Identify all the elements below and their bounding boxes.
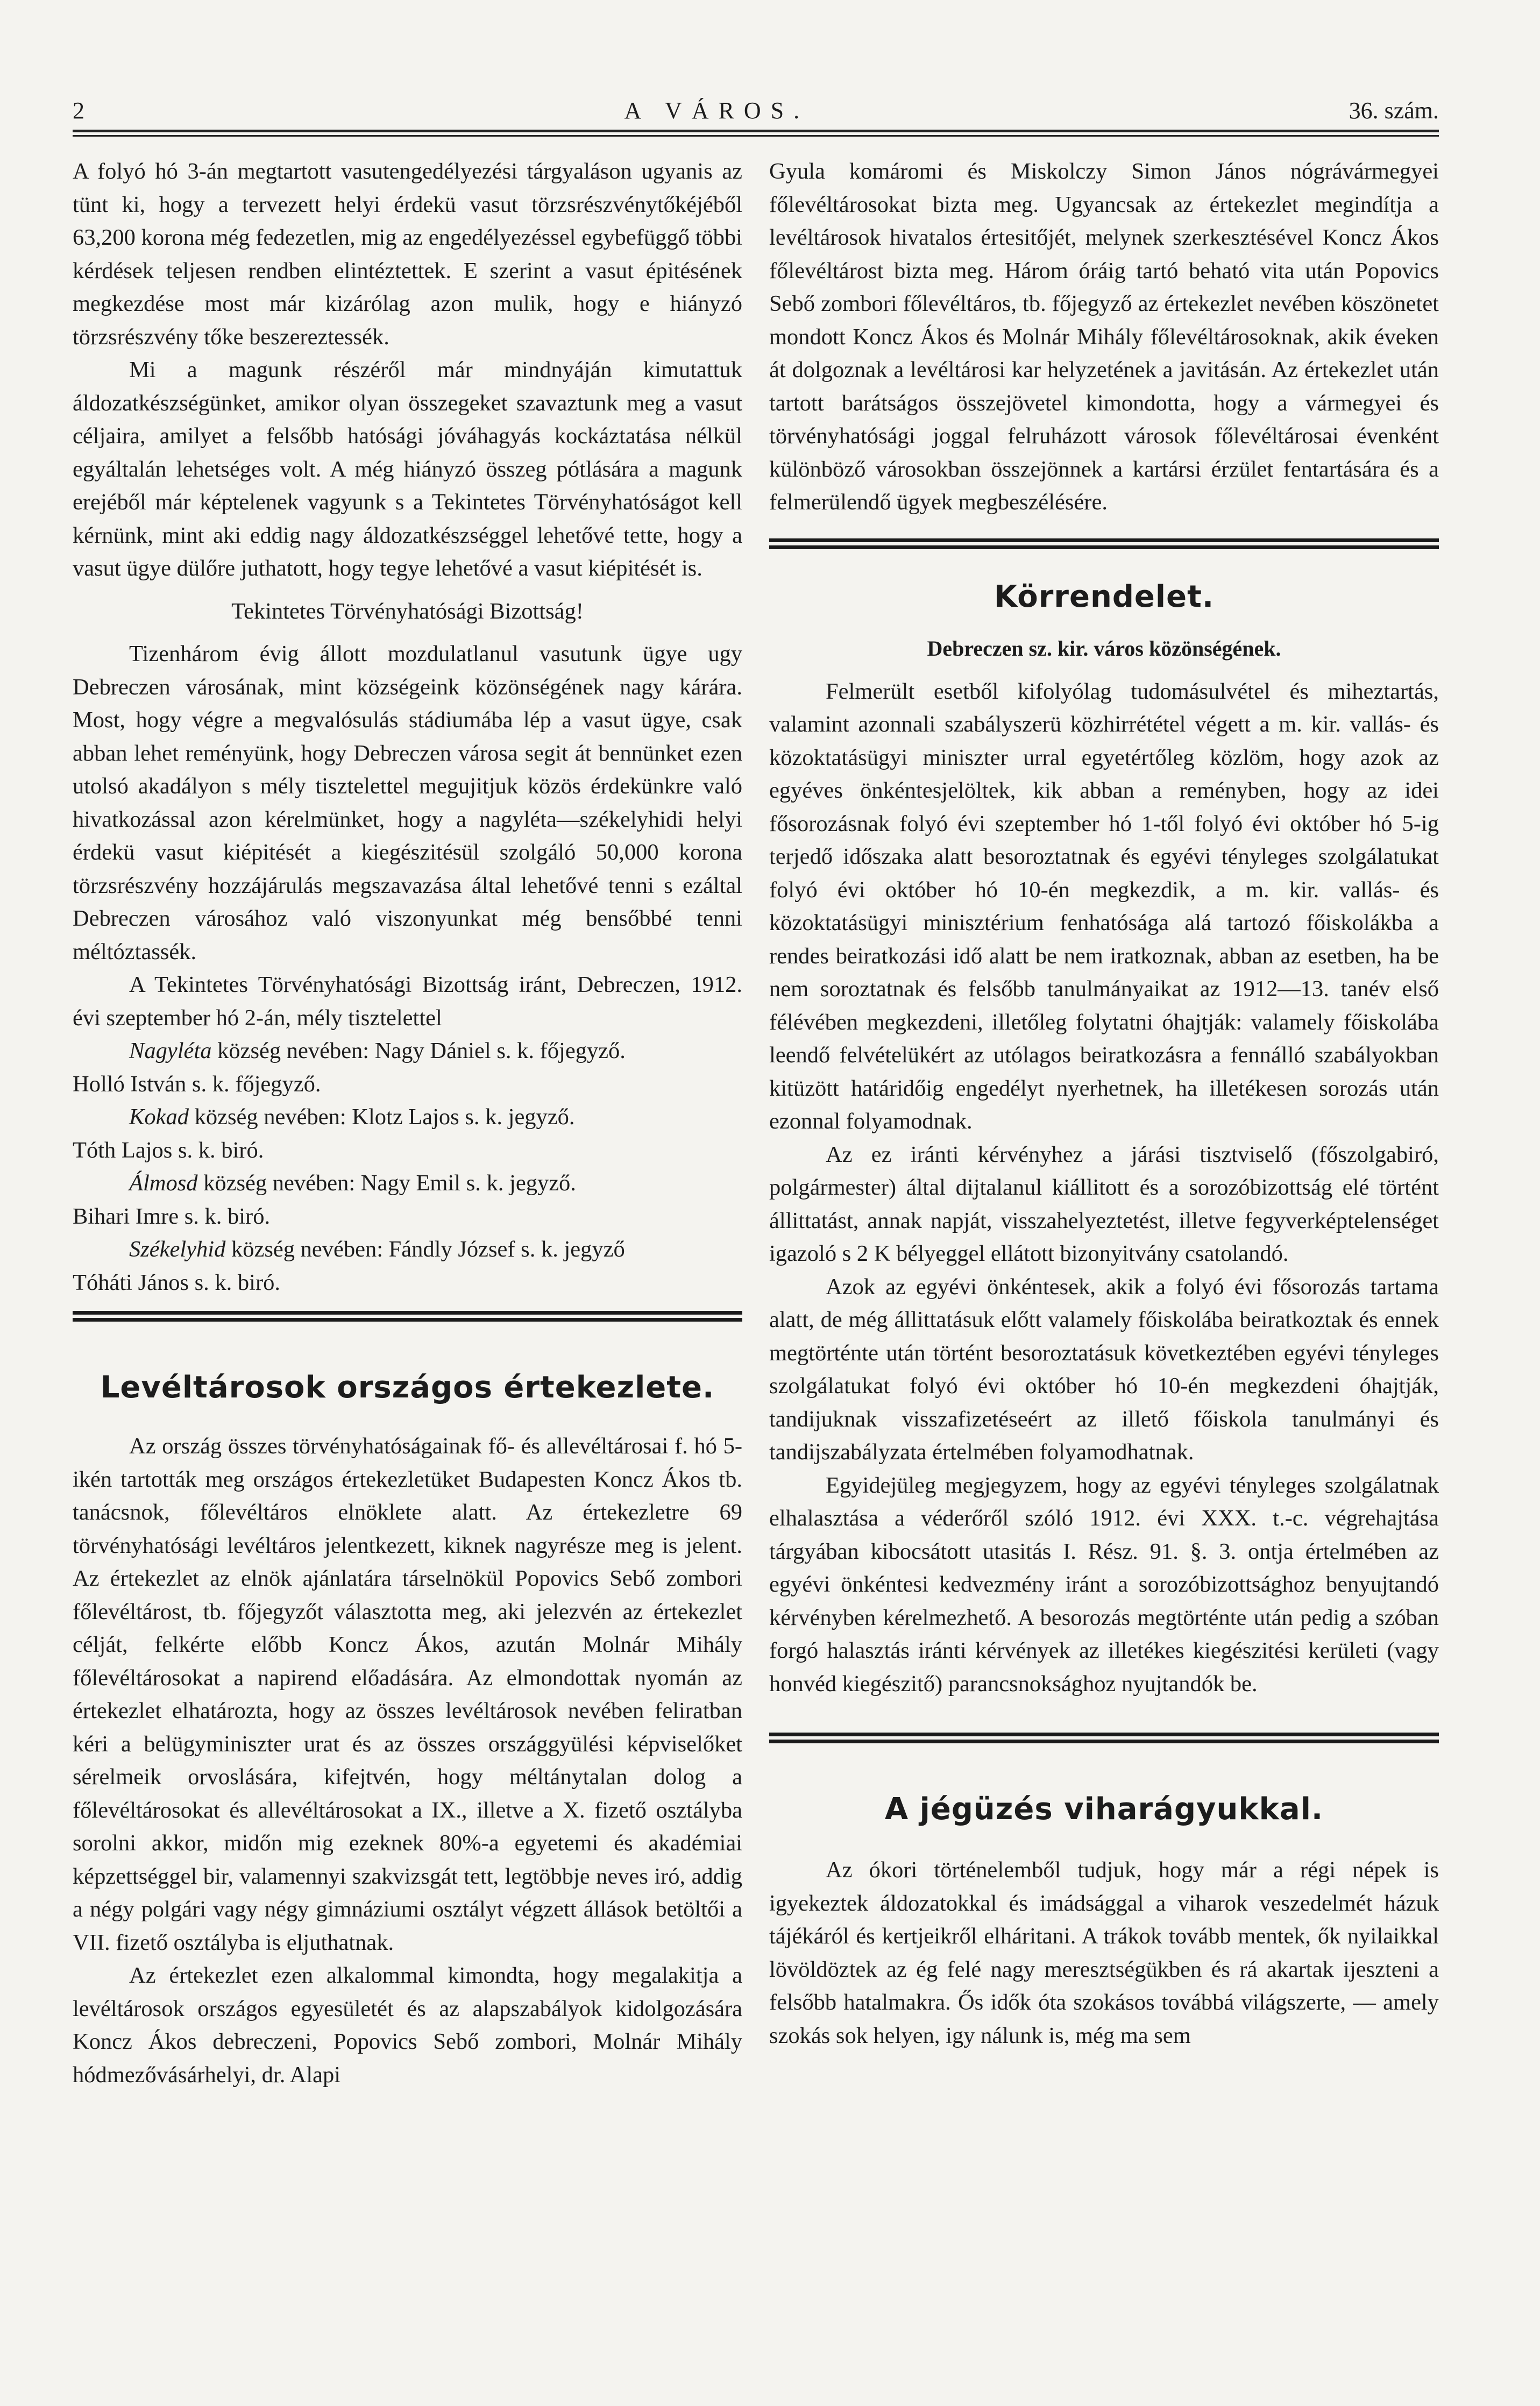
- paragraph: Tizenhárom évig állott mozdulatlanul vasutunk ügye ugy Debreczen városának, mint községeink közönségének nagy kárára. Most, hogy végre a megvalósulás stádiumába lép a vasut ügye, csak abban lehet reményünk, hogy Debreczen városa segit át bennünket ezen utolsó akadályon s mély tisztelettel megujitjuk közös érdekünkre való hivatkozással azon kérelmünket, hogy a nagyléta—székelyhidi helyi érdekü vasut kiépitését a kiegészitésül szolgáló 50,000 korona törzsrészvény hozzájárulás megszavazása által lehetővé tenni s ezáltal Debreczen városához való viszonyunkat még bensőbbé tenni méltóztassék.: [73, 641, 742, 964]
- right-column: [769, 155, 1439, 2091]
- signature-text: község nevében: Klotz Lajos s. k. jegyző.: [188, 1104, 575, 1130]
- village-name: Kokad: [129, 1104, 189, 1130]
- paragraph: A folyó hó 3-án megtartott vasutengedélyezési tárgyaláson ugyanis az tünt ki, hogy a tervezett helyi érdekü vasut törzsrészvénytőkéjéből 63,200 korona még fedezetlen, mig az engedélyezéssel egybefüggő többi kérdések teljesen rendben elintéztettek. E szerint a vasut épitésének megkezdése most már kizárólag azon mulik, hogy e hiányzó törzsrészvény tőke beszereztessék.: [73, 159, 742, 350]
- paragraph: Felmerült esetből kifolyólag tudomásulvétel és miheztartás, valamint azonnali szabályszerü közhirrététel végett a m. kir. vallás- és közoktatásügyi miniszter urral egyetértőleg közlöm, hogy azok az egyéves önkéntesjelöltek, kik abban a reményben, hogy az idei fősorozásnak folyó évi szeptember hó 1-től folyó évi október hó 5-ig terjedő időszaka alatt besoroztatnak és egyévi tényleges szolgálatukat folyó évi október hó 10-én megkezdik, a m. kir. vallás- és közoktatásügyi minisztérium fenhatósága alá tartozó főiskolákba a rendes beiratkozási idő alatt be nem iratkoznak, abban az esetben, ha be nem soroztatnak és felsőbb tanulmányaikat az 1912—13. tanév első félévében megkezdeni, illetőleg folytatni óhajtják: valamely főiskolába leendő felvételükért az utólagos beiratkozásra a fennálló szabályokban kitüzött határidőig engedélyt nyerhetnek, ha illetékesen sorozás után ezonnal folyamodnak.: [769, 678, 1439, 1134]
- article-subheading: Debreczen sz. kir. város közönségének.: [927, 636, 1281, 661]
- village-name: Álmosd: [129, 1170, 198, 1196]
- signature-line: [73, 1101, 742, 1134]
- header-rule: [73, 130, 1439, 137]
- article-heading: Körrendelet.: [993, 579, 1215, 614]
- salutation: Tekintetes Törvényhatósági Bizottság!: [231, 598, 584, 624]
- publication-title: A VÁROS.: [624, 97, 810, 124]
- columns: [73, 155, 1439, 2091]
- signature-line: Bihari Imre s. k. biró.: [73, 1203, 271, 1229]
- paragraph: Azok az egyévi önkéntesek, akik a folyó évi fősorozás tartama alatt, de még állittatásuk előtt valamely főiskolába beiratkoztak és ennek megtörténte után történt besoroztatásuk következtében egyévi tényleges szolgálatukat folyó évi október hó 10-én megkezdeni óhajtják, tandijuknak visszafizetéseért az illető főiskola tanulmányi és tandijszabályzata értelmében folyamodhatnak.: [769, 1274, 1439, 1465]
- article-heading: Levéltárosok országos értekezlete.: [100, 1370, 715, 1405]
- signature-line: Holló István s. k. főjegyző.: [73, 1071, 321, 1097]
- signature-line: [73, 1034, 742, 1068]
- running-head: [73, 94, 1439, 124]
- section-divider: [769, 538, 1439, 549]
- paragraph: Az ország összes törvényhatóságainak fő- és allevéltárosai f. hó 5-ikén tartották meg országos értekezletüket Budapesten Koncz Ákos tb. tanácsnok, főlevéltáros elnöklete alatt. Az értekezletre 69 törvényhatósági levéltáros jelentkezett, kiknek nagyrésze meg is jelent. Az értekezlet az elnök ajánlatára társelnökül Popovics Sebő zombori főlevéltárost, tb. főjegyzőt választotta meg, aki jelezvén az értekezlet célját, felkérte előbb Koncz Ákos, azután Molnár Mihály főlevéltárosokat a napirend előadására. Az elmondottak nyomán az értekezlet elhatározta, hogy az összes levéltárosok nevében feliratban kéri a belügyminiszter urat és az összes országgyülési képviselőket sérelmeik orvoslására, kifejtvén, hogy méltánytalan dolog a főlevéltárosokat és allevéltárosokat a IX., illetve a X. fizető osztályba sorolni akkor, midőn mig ezeknek 80%-a egyetemi és akadémiai képzettséggel bir, valamennyi szakvizsgát tett, legtöbbje neves iró, addig a négy polgári vagy négy gimnáziumi osztályt végzett állások betöltői a VII. fizető osztályba is eljuthatnak.: [73, 1433, 742, 1955]
- paragraph: Mi a magunk részéről már mindnyáján kimutattuk áldozatkészségünket, amikor olyan összegeket szavaztunk meg a vasut céljaira, amilyet a felsőbb hatósági jóváhagyás kockáztatása nélkül egyáltalán lehetséges volt. A még hiányzó összeg pótlására a magunk erejéből már képtelenek vagyunk s a Tekintetes Törvényhatóságot kell kérnünk, mint aki eddig nagy áldozatkészséggel lehetővé tette, hogy a vasut ügye dülőre juthatott, hogy tegye lehetővé a vasut kiépitését is.: [73, 357, 742, 581]
- signature-line: Tóth Lajos s. k. biró.: [73, 1137, 264, 1163]
- left-column: [73, 155, 742, 2091]
- article-heading: A jégüzés viharágyukkal.: [884, 1792, 1324, 1827]
- village-name: Székelyhid: [129, 1237, 226, 1262]
- signature-line: [73, 1233, 742, 1266]
- signature-line: [73, 1167, 742, 1200]
- signature-text: község nevében: Nagy Emil s. k. jegyző.: [197, 1170, 576, 1196]
- paragraph: Az értekezlet ezen alkalommal kimondta, hogy megalakitja a levéltárosok országos egyesületét és az alapszabályok kidolgozására Koncz Ákos debreczeni, Popovics Sebő zombori, Molnár Mihály hódmezővásárhelyi, dr. Alapi: [73, 1963, 742, 2088]
- village-name: Nagyléta: [129, 1038, 212, 1063]
- section-divider: [73, 1311, 742, 1322]
- signature-text: község nevében: Nagy Dániel s. k. főjegyző.: [211, 1038, 626, 1063]
- paragraph: Az ókori történelemből tudjuk, hogy már a régi népek is igyekeztek áldozatokkal és imádsággal a viharok veszedelmét házuk tájékáról és kertjeikről elháritani. A trákok tovább mentek, ők nyilaikkal lövöldöztek az ég felé nagy meresztségükben és rá akartak ijeszteni a felsőbb hatalmakra. Ős idők óta szokásos továbbá világszerte, — amely szokás sok helyen, igy nálunk is, még ma sem: [769, 1857, 1439, 2048]
- signature-block: [73, 1034, 742, 1299]
- page-number: 2: [73, 97, 84, 124]
- paragraph: Egyidejüleg megjegyzem, hogy az egyévi tényleges szolgálatnak elhalasztása a véderőről szóló 1912. évi XXX. t.-c. végrehajtása tárgyában kibocsátott utasitás I. Rész. 91. §. 3. ontja értelmében az egyévi önkéntesi kedvezmény iránt a sorozóbizottsághoz benyujtandó kérvényben kérelmezhető. A besorozás megtörténte után pedig a szóban forgó halasztás iránti kérvények az illetékes kiegészitési kerületi (vagy honvéd kiegészitő) parancsnoksághoz nyujtandók be.: [769, 1472, 1439, 1697]
- paragraph: Gyula komáromi és Miskolczy Simon János nógrávármegyei főlevéltárosokat bizta meg. Ugyancsak az értekezlet megindítja a levéltárosok hivatalos értesitőjét, melynek szerkesztésével Koncz Ákos főlevéltárost bizta meg. Három óráig tartó beható vita után Popovics Sebő zombori főlevéltáros, tb. főjegyző az értekezlet nevében köszönetet mondott Koncz Ákos és Molnár Mihály főlevéltárosoknak, akik éveken át dolgoznak a levéltárosi kar helyzetének a javitásán. Az értekezlet után tartott barátságos összejövetel kimondotta, hogy a vármegyei és törvényhatósági joggal felruházott városok főlevéltárosai évenként különböző városokban összejönnek a kartársi érzület fentartására és a felmerülendő ügyek megbeszélésére.: [769, 159, 1439, 515]
- paragraph: Az ez iránti kérvényhez a járási tisztviselő (főszolgabiró, polgármester) által dijtalanul kiállitott és a sorozóbizottság elé történt állittatást, annak napját, visszahelyeztetést, illetve fegyverképtelenséget igazoló s 2 K bélyeggel ellátott bizonyitvány csatolandó.: [769, 1141, 1439, 1266]
- signature-text: község nevében: Fándly József s. k. jegyző: [225, 1237, 625, 1262]
- section-divider: [769, 1733, 1439, 1743]
- newspaper-page: [73, 94, 1439, 2091]
- paragraph: A Tekintetes Törvényhatósági Bizottság iránt, Debreczen, 1912. évi szeptember hó 2-án, mély tisztelettel: [73, 972, 742, 1031]
- issue-number: 36. szám.: [1349, 97, 1439, 124]
- signature-line: Tóháti János s. k. biró.: [73, 1269, 281, 1295]
